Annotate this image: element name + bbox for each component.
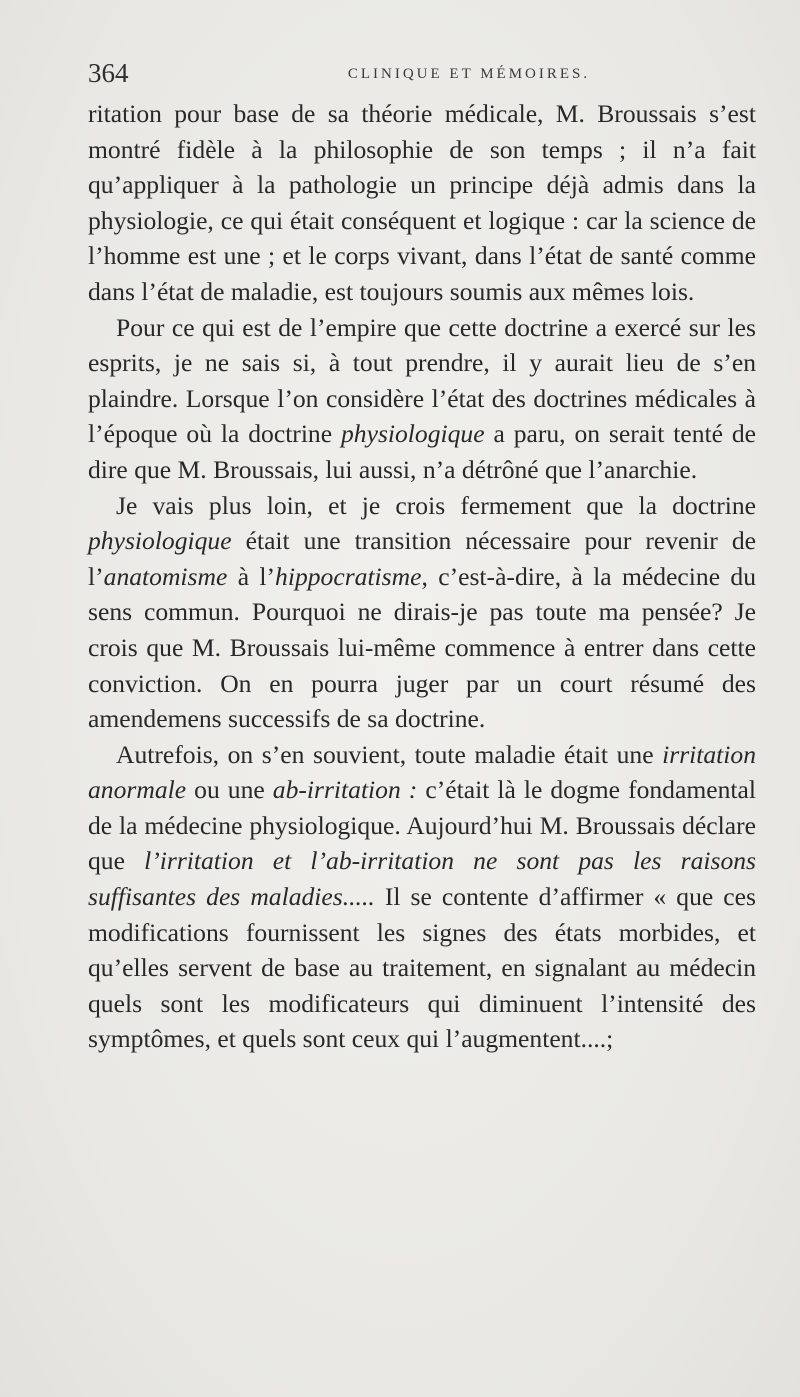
running-head: CLINIQUE ET MÉMOIRES.: [347, 66, 591, 82]
paragraph-2: [88, 310, 756, 488]
paragraph-3-text-d: , c’est-à-dire, à la médecine du sens commun. Pourquoi ne dirais-je pas toute ma pensée? Je crois que M. Broussais lui-même commence à entrer dans cette conviction. On en pourra juger par un court résumé des amendemens successifs de sa doctrine.: [88, 561, 756, 734]
paragraph-4-italic-1: irritation anormale: [88, 739, 756, 805]
paragraph-4: [88, 737, 756, 1057]
paragraph-4-text-d: Il se contente d’affirmer « que ces modifications fournissent les signes des états morbides, et qu’elles servent de base au traitement, en signalant au médecin quels sont les modificateurs qui diminuent l’intensité des symptômes, et quels sont ceux qui l’augmentent....;: [88, 882, 756, 1054]
paragraph-4-italic-2: ab-irritation :: [272, 775, 418, 805]
paragraph-4-text-b: ou une: [186, 775, 273, 805]
paragraph-2-text-a: Pour ce qui est de l’empire que cette doctrine a exercé sur les esprits, je ne sais si, à tout prendre, il y aurait lieu de s’en plaindre. Lorsque l’on considère l’état des doctrines médicales à l’époque où la doctrine: [88, 312, 756, 449]
paragraph-3-italic-1: physiologique: [88, 526, 232, 556]
paragraph-2-italic: physiologique: [340, 419, 485, 449]
paragraph-1-text: ritation pour base de sa théorie médicale, M. Broussais s’est montré fidèle à la philosophie de son temps ; il n’a fait qu’appliquer à la pathologie un principe déjà admis dans la physiologie, ce qui était conséquent et logique : car la science de l’homme est une ; et le corps vivant, dans l’état de santé comme dans l’état de maladie, est toujours soumis aux mêmes lois.: [88, 99, 756, 306]
page-header: [88, 58, 760, 98]
paragraph-1: [88, 96, 756, 310]
paragraph-3: [88, 488, 756, 737]
paragraph-4-italic-3: l’irritation et l’ab-irritation ne sont pas les raisons suffisantes des maladies.....: [88, 846, 757, 912]
body-text: [88, 96, 756, 1057]
page-number: 364: [88, 58, 129, 88]
paragraph-3-italic-2: anatomisme: [103, 561, 228, 591]
paragraph-3-text-c: à l’: [227, 561, 276, 591]
paragraph-3-italic-3: hippocratisme: [275, 561, 422, 591]
paragraph-4-text-c: c’était là le dogme fondamental de la médecine physiologique. Aujourd’hui M. Broussais déclare que: [88, 775, 756, 876]
paragraph-3-text-a: Je vais plus loin, et je crois fermement que la doctrine: [116, 490, 756, 520]
paragraph-4-text-a: Autrefois, on s’en souvient, toute maladie était une: [116, 739, 663, 769]
paragraph-2-text-b: a paru, on serait tenté de dire que M. Broussais, lui aussi, n’a détrôné que l’anarchie.: [88, 419, 756, 484]
paragraph-3-text-b: était une transition nécessaire pour revenir de l’: [88, 526, 756, 591]
